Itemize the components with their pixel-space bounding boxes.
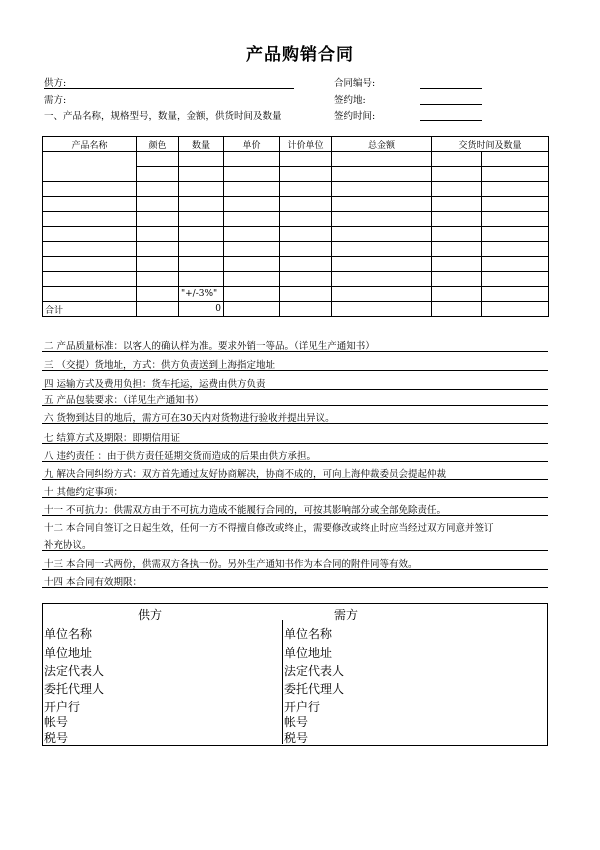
table-cell[interactable] — [224, 182, 280, 197]
table-cell[interactable] — [43, 182, 137, 197]
table-row[interactable] — [43, 197, 549, 212]
clause-3: 三 （交提）货地址，方式：供方负责送到上海指定地址 — [44, 360, 276, 371]
table-cell[interactable] — [137, 287, 179, 302]
table-cell[interactable] — [432, 287, 482, 302]
contract-no-field[interactable] — [420, 88, 482, 89]
table-cell[interactable] — [179, 227, 224, 242]
table-cell[interactable] — [332, 272, 432, 287]
table-row[interactable] — [43, 257, 549, 272]
table-cell[interactable] — [482, 182, 549, 197]
clause-9: 九 解决合同纠纷方式：双方首先通过友好协商解决，协商不成的，可向上海仲裁委员会提起仲裁 — [44, 469, 447, 480]
supplier-heading: 供方 — [138, 608, 163, 622]
table-cell[interactable] — [179, 212, 224, 227]
table-cell[interactable] — [432, 167, 482, 182]
divider — [42, 461, 548, 462]
table-cell[interactable] — [332, 197, 432, 212]
table-cell[interactable] — [179, 182, 224, 197]
table-cell[interactable] — [432, 182, 482, 197]
table-cell[interactable] — [137, 152, 179, 167]
table-header-row — [43, 137, 549, 152]
table-row[interactable] — [43, 152, 549, 167]
divider — [42, 351, 548, 352]
supplier-tax-id[interactable]: 税号 — [44, 731, 69, 745]
supplier-label: 供方: — [44, 78, 67, 89]
table-cell[interactable] — [332, 152, 432, 167]
table-cell[interactable] — [280, 227, 332, 242]
clause-4: 四 运输方式及费用负担：货车托运，运费由供方负责 — [44, 379, 266, 390]
col-header-quantity: 数量 — [179, 137, 224, 152]
buyer-tax-id[interactable]: 税号 — [284, 731, 309, 745]
sign-time-field[interactable] — [420, 120, 482, 121]
buyer-agent[interactable]: 委托代理人 — [284, 682, 345, 696]
divider — [42, 515, 548, 516]
table-cell[interactable] — [137, 227, 179, 242]
sign-place-field[interactable] — [420, 104, 482, 105]
table-cell[interactable] — [482, 272, 549, 287]
buyer-label: 需方: — [44, 95, 67, 106]
col-header-total-amount: 总金额 — [332, 137, 432, 152]
table-cell[interactable] — [43, 212, 137, 227]
table-cell[interactable] — [43, 152, 137, 182]
table-cell[interactable] — [332, 257, 432, 272]
supplier-legal-rep[interactable]: 法定代表人 — [44, 664, 105, 678]
table-cell[interactable] — [280, 182, 332, 197]
table-cell[interactable] — [43, 197, 137, 212]
clause-12: 十二 本合同自签订之日起生效，任何一方不得擅自修改或终止，需要修改或终止时应当经过双方同意并签订 — [44, 523, 494, 534]
table-cell[interactable] — [482, 212, 549, 227]
table-cell[interactable] — [332, 287, 432, 302]
table-row[interactable] — [43, 242, 549, 257]
table-cell[interactable] — [280, 197, 332, 212]
clause-6: 六 货物到达目的地后，需方可在30天内对货物进行验收并提出异议。 — [44, 413, 335, 424]
table-cell[interactable] — [179, 167, 224, 182]
table-cell[interactable] — [224, 257, 280, 272]
table-cell[interactable] — [137, 212, 179, 227]
supplier-company-name[interactable]: 单位名称 — [44, 627, 93, 641]
table-cell[interactable] — [224, 212, 280, 227]
supplier-bank[interactable]: 开户行 — [44, 700, 81, 714]
clause-8: 八 违约责任 ：由于供方责任延期交货而造成的后果由供方承担。 — [44, 451, 317, 462]
table-cell[interactable] — [280, 287, 332, 302]
supplier-underline[interactable] — [44, 88, 294, 89]
table-row[interactable] — [43, 212, 549, 227]
table-cell[interactable] — [43, 272, 137, 287]
table-cell[interactable] — [137, 197, 179, 212]
tolerance-cell[interactable]: "+/-3%" — [179, 287, 224, 302]
section1-heading: 一、产品名称，规格型号，数量，金额，供货时间及数量 — [44, 111, 282, 122]
table-cell[interactable] — [280, 272, 332, 287]
table-cell[interactable] — [43, 287, 137, 302]
table-cell[interactable] — [482, 167, 549, 182]
table-cell[interactable] — [280, 167, 332, 182]
divider — [42, 423, 548, 424]
total-label: 合计 — [43, 302, 137, 317]
table-cell[interactable] — [482, 197, 549, 212]
buyer-bank[interactable]: 开户行 — [284, 700, 321, 714]
clause-12-continued: 补充协议。 — [44, 540, 92, 551]
table-cell[interactable] — [137, 302, 179, 317]
buyer-company-address[interactable]: 单位地址 — [284, 646, 333, 660]
table-cell[interactable] — [432, 227, 482, 242]
table-cell[interactable] — [482, 287, 549, 302]
table-cell[interactable] — [482, 257, 549, 272]
table-cell[interactable] — [224, 302, 280, 317]
table-cell[interactable] — [224, 287, 280, 302]
table-cell[interactable] — [432, 257, 482, 272]
table-cell[interactable] — [432, 152, 482, 167]
col-header-unit-price: 单价 — [224, 137, 280, 152]
col-header-color: 颜色 — [137, 137, 179, 152]
table-cell[interactable] — [224, 272, 280, 287]
buyer-company-name[interactable]: 单位名称 — [284, 627, 333, 641]
clause-14: 十四 本合同有效期限： — [44, 577, 143, 588]
table-cell[interactable] — [280, 212, 332, 227]
table-cell[interactable] — [224, 152, 280, 167]
table-row[interactable] — [43, 287, 549, 302]
table-cell[interactable] — [332, 182, 432, 197]
clause-11: 十一 不可抗力：供需双方由于不可抗力造成不能履行合同的，可按其影响部分或全部免除责任。 — [44, 505, 447, 516]
sign-place-label: 签约地: — [334, 95, 366, 106]
signature-divider — [282, 620, 283, 744]
table-cell[interactable] — [43, 227, 137, 242]
table-cell[interactable] — [137, 167, 179, 182]
table-cell[interactable] — [482, 242, 549, 257]
table-row[interactable] — [43, 182, 549, 197]
total-row — [43, 302, 549, 317]
table-cell[interactable] — [137, 182, 179, 197]
table-cell[interactable] — [482, 227, 549, 242]
divider — [42, 479, 548, 480]
table-cell[interactable] — [43, 257, 137, 272]
table-cell[interactable] — [137, 272, 179, 287]
table-cell[interactable] — [332, 227, 432, 242]
clause-2: 二 产品质量标准：以客人的确认样为准。要求外销一等品。（详见生产通知书） — [44, 341, 375, 352]
table-cell[interactable] — [432, 272, 482, 287]
table-cell[interactable] — [224, 197, 280, 212]
table-row[interactable] — [43, 272, 549, 287]
table-cell[interactable] — [482, 152, 549, 167]
buyer-legal-rep[interactable]: 法定代表人 — [284, 664, 345, 678]
supplier-agent[interactable]: 委托代理人 — [44, 682, 105, 696]
table-cell[interactable] — [332, 242, 432, 257]
contract-no-label: 合同编号: — [334, 78, 376, 89]
supplier-company-address[interactable]: 单位地址 — [44, 646, 93, 660]
table-cell[interactable] — [280, 257, 332, 272]
divider — [42, 443, 548, 444]
supplier-account[interactable]: 帐号 — [44, 715, 69, 729]
table-cell[interactable] — [224, 167, 280, 182]
buyer-account[interactable]: 帐号 — [284, 715, 309, 729]
divider — [42, 550, 548, 551]
clause-7: 七 结算方式及期限：即期信用证 — [44, 433, 181, 444]
table-cell[interactable] — [179, 152, 224, 167]
table-cell[interactable] — [224, 242, 280, 257]
table-cell[interactable] — [137, 257, 179, 272]
table-cell[interactable] — [179, 257, 224, 272]
divider — [42, 389, 548, 390]
table-cell[interactable] — [137, 242, 179, 257]
divider — [42, 497, 548, 498]
buyer-heading: 需方 — [334, 608, 359, 622]
product-table — [42, 136, 549, 317]
table-cell[interactable] — [43, 242, 137, 257]
divider — [42, 587, 548, 588]
col-header-delivery: 交货时间及数量 — [432, 137, 549, 152]
divider — [42, 569, 548, 570]
table-cell[interactable] — [432, 197, 482, 212]
clause-5: 五 产品包装要求：（详见生产通知书） — [44, 395, 204, 406]
sign-time-label: 签约时间: — [334, 111, 376, 122]
table-row[interactable] — [43, 227, 549, 242]
page-title: 产品购销合同 — [246, 45, 354, 65]
clause-13: 十三 本合同一式两份，供需双方各执一份。另外生产通知书作为本合同的附件同等有效。 — [44, 559, 418, 570]
table-cell[interactable] — [332, 212, 432, 227]
divider — [42, 370, 548, 371]
col-header-product: 产品名称 — [43, 137, 137, 152]
table-cell[interactable] — [179, 272, 224, 287]
total-quantity: 0 — [179, 302, 224, 317]
table-cell[interactable] — [332, 167, 432, 182]
col-header-pricing-unit: 计价单位 — [280, 137, 332, 152]
table-cell[interactable] — [482, 302, 549, 317]
clause-10: 十 其他约定事项： — [44, 487, 124, 498]
table-cell[interactable] — [280, 152, 332, 167]
table-cell[interactable] — [332, 302, 432, 317]
table-cell[interactable] — [224, 227, 280, 242]
table-cell[interactable] — [432, 302, 482, 317]
table-cell[interactable] — [280, 302, 332, 317]
table-cell[interactable] — [280, 242, 332, 257]
divider — [42, 405, 548, 406]
table-cell[interactable] — [179, 242, 224, 257]
table-cell[interactable] — [432, 212, 482, 227]
table-cell[interactable] — [179, 197, 224, 212]
table-cell[interactable] — [432, 242, 482, 257]
